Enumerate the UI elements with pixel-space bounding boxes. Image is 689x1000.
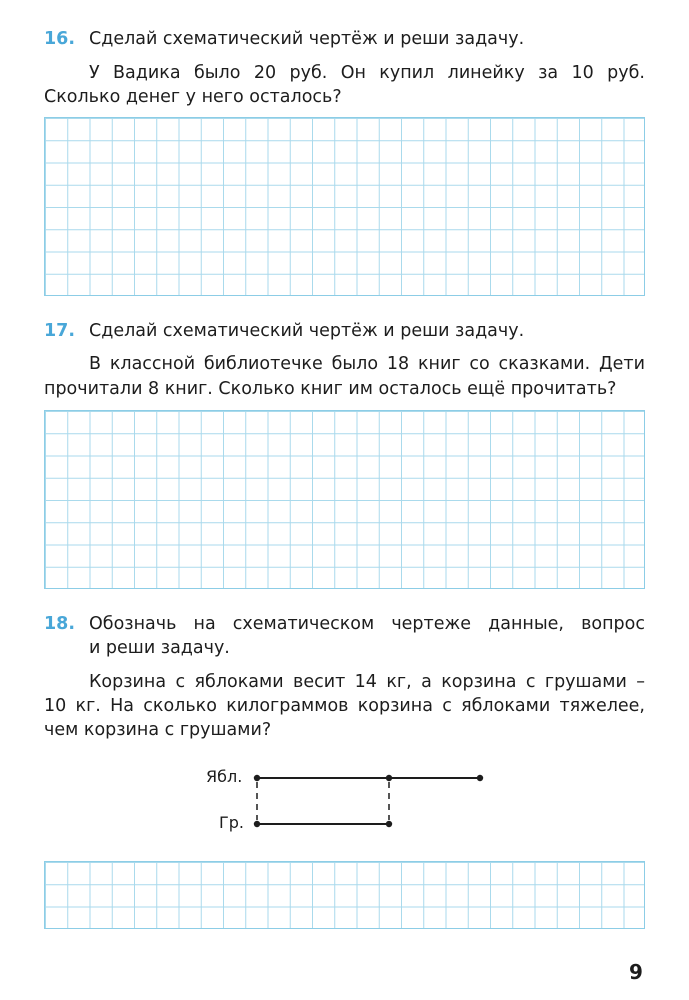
task-18-instruction-line-2: и реши задачу. [89, 638, 230, 658]
task-16-text-line-2: Сколько денег у него осталось? [44, 87, 342, 107]
task-17-answer-grid[interactable] [44, 410, 645, 589]
pears-start-point [254, 821, 260, 827]
task-18-instruction-line-1: Обозначь на схематическом чертеже данные, вопрос [89, 614, 645, 634]
diagram-label-pears: Гр. [219, 813, 244, 832]
task-17-instruction: Сделай схематический чертёж и реши задачу. [89, 321, 525, 341]
apples-start-point [254, 775, 260, 781]
task-16-instruction: Сделай схематический чертёж и реши задачу. [89, 29, 525, 49]
task-16-answer-grid[interactable] [44, 117, 645, 296]
task-18-answer-grid[interactable] [44, 861, 645, 929]
task-16-number: 16. [44, 29, 76, 49]
pears-end-point [386, 821, 392, 827]
task-18-text-line-3: чем корзина с грушами? [44, 720, 272, 740]
page-number: 9 [629, 960, 643, 984]
task-18-text-line-2: 10 кг. На сколько килограммов корзина с яблоками тяжелее, [44, 696, 645, 716]
task-18-text-line-1: Корзина с яблоками весит 14 кг, а корзина с грушами – [89, 672, 645, 692]
task-17-number: 17. [44, 321, 76, 341]
task-16-text-line-1: У Вадика было 20 руб. Он купил линейку за 10 руб. [89, 63, 645, 83]
segment-diagram [240, 760, 500, 840]
task-17-text-line-2: прочитали 8 книг. Сколько книг им осталось ещё прочитать? [44, 379, 617, 399]
apples-end-point [477, 775, 483, 781]
task-17-text-line-1: В классной библиотечке было 18 книг со сказками. Дети [89, 354, 645, 374]
diagram-label-apples: Ябл. [206, 767, 243, 786]
apples-mid-point [386, 775, 392, 781]
task-18-number: 18. [44, 614, 76, 634]
